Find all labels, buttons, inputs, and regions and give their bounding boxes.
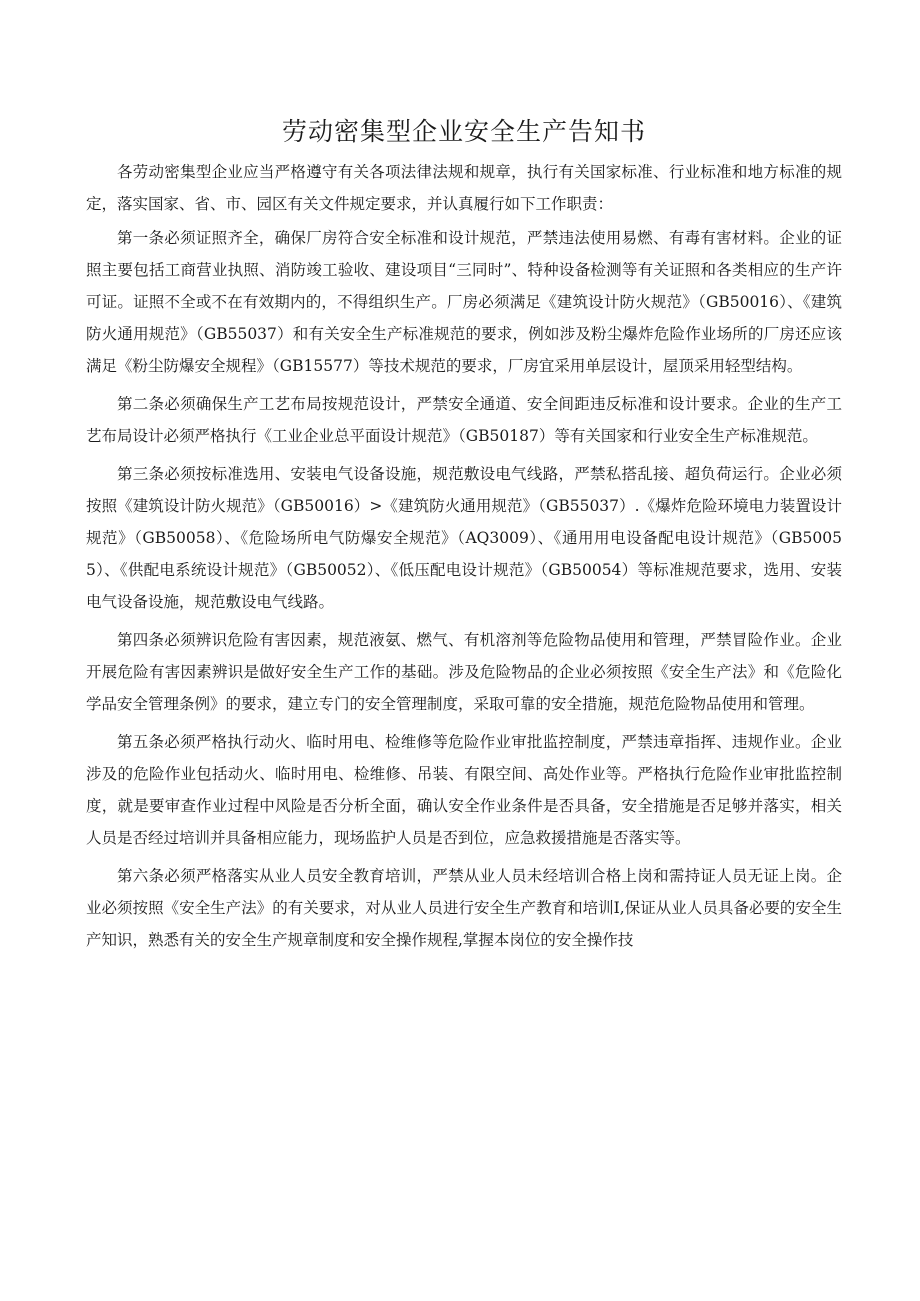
document-page [86, 112, 842, 962]
article-4-paragraph: 第四条必须辨识危险有害因素，规范液氨、燃气、有机溶剂等危险物品使用和管理，严禁冒险作业。企业开展危险有害因素辨识是做好安全生产工作的基础。涉及危险物品的企业必须按照《安全生产法》和《危险化学品安全管理条例》的要求，建立专门的安全管理制度，采取可靠的安全措施，规范危险物品使用和管理。 [86, 631, 842, 713]
document-title: 劳动密集型企业安全生产告知书 [281, 117, 646, 146]
article-1-paragraph: 第一条必须证照齐全，确保厂房符合安全标准和设计规范，严禁违法使用易燃、有毒有害材料。企业的证照主要包括工商营业执照、消防竣工验收、建设项目“三同时”、特种设备检测等有关证照和各类相应的生产许可证。证照不全或不在有效期内的，不得组织生产。厂房必须满足《建筑设计防火规范》（GB50016）、《建筑防火通用规范》（GB55037）和有关安全生产标准规范的要求，例如涉及粉尘爆炸危险作业场所的厂房还应该满足《粉尘防爆安全规程》（GB15577）等技术规范的要求，厂房宜采用单层设计，屋顶采用轻型结构。 [86, 229, 842, 375]
article-3-paragraph: 第三条必须按标准选用、安装电气设备设施，规范敷设电气线路，严禁私搭乱接、超负荷运行。企业必须按照《建筑设计防火规范》（GB50016）>《建筑防火通用规范》（GB55037）.《爆炸危险环境电力装置设计规范》（GB50058）、《危险场所电气防爆安全规范》（AQ3009）、《通用用电设备配电设计规范》（GB50055）、《供配电系统设计规范》（GB50052）、《低压配电设计规范》（GB50054）等标准规范要求，选用、安装电气设备设施，规范敷设电气线路。 [86, 465, 842, 611]
article-2-paragraph: 第二条必须确保生产工艺布局按规范设计，严禁安全通道、安全间距违反标准和设计要求。企业的生产工艺布局设计必须严格执行《工业企业总平面设计规范》（GB50187）等有关国家和行业安全生产标准规范。 [86, 395, 842, 445]
article-6-paragraph: 第六条必须严格落实从业人员安全教育培训，严禁从业人员未经培训合格上岗和需持证人员无证上岗。企业必须按照《安全生产法》的有关要求，对从业人员进行安全生产教育和培训I,保证从业人员具备必要的安全生产知识，熟悉有关的安全生产规章制度和安全操作规程,掌握本岗位的安全操作技 [86, 867, 842, 949]
intro-paragraph: 各劳动密集型企业应当严格遵守有关各项法律法规和规章，执行有关国家标准、行业标准和地方标准的规定，落实国家、省、市、园区有关文件规定要求，并认真履行如下工作职责： [86, 163, 842, 213]
article-5-paragraph: 第五条必须严格执行动火、临时用电、检维修等危险作业审批监控制度，严禁违章指挥、违规作业。企业涉及的危险作业包括动火、临时用电、检维修、吊装、有限空间、高处作业等。严格执行危险作业审批监控制度，就是要审查作业过程中风险是否分析全面，确认安全作业条件是否具备，安全措施是否足够并落实，相关人员是否经过培训并具备相应能力，现场监护人员是否到位，应急救援措施是否落实等。 [86, 733, 842, 847]
